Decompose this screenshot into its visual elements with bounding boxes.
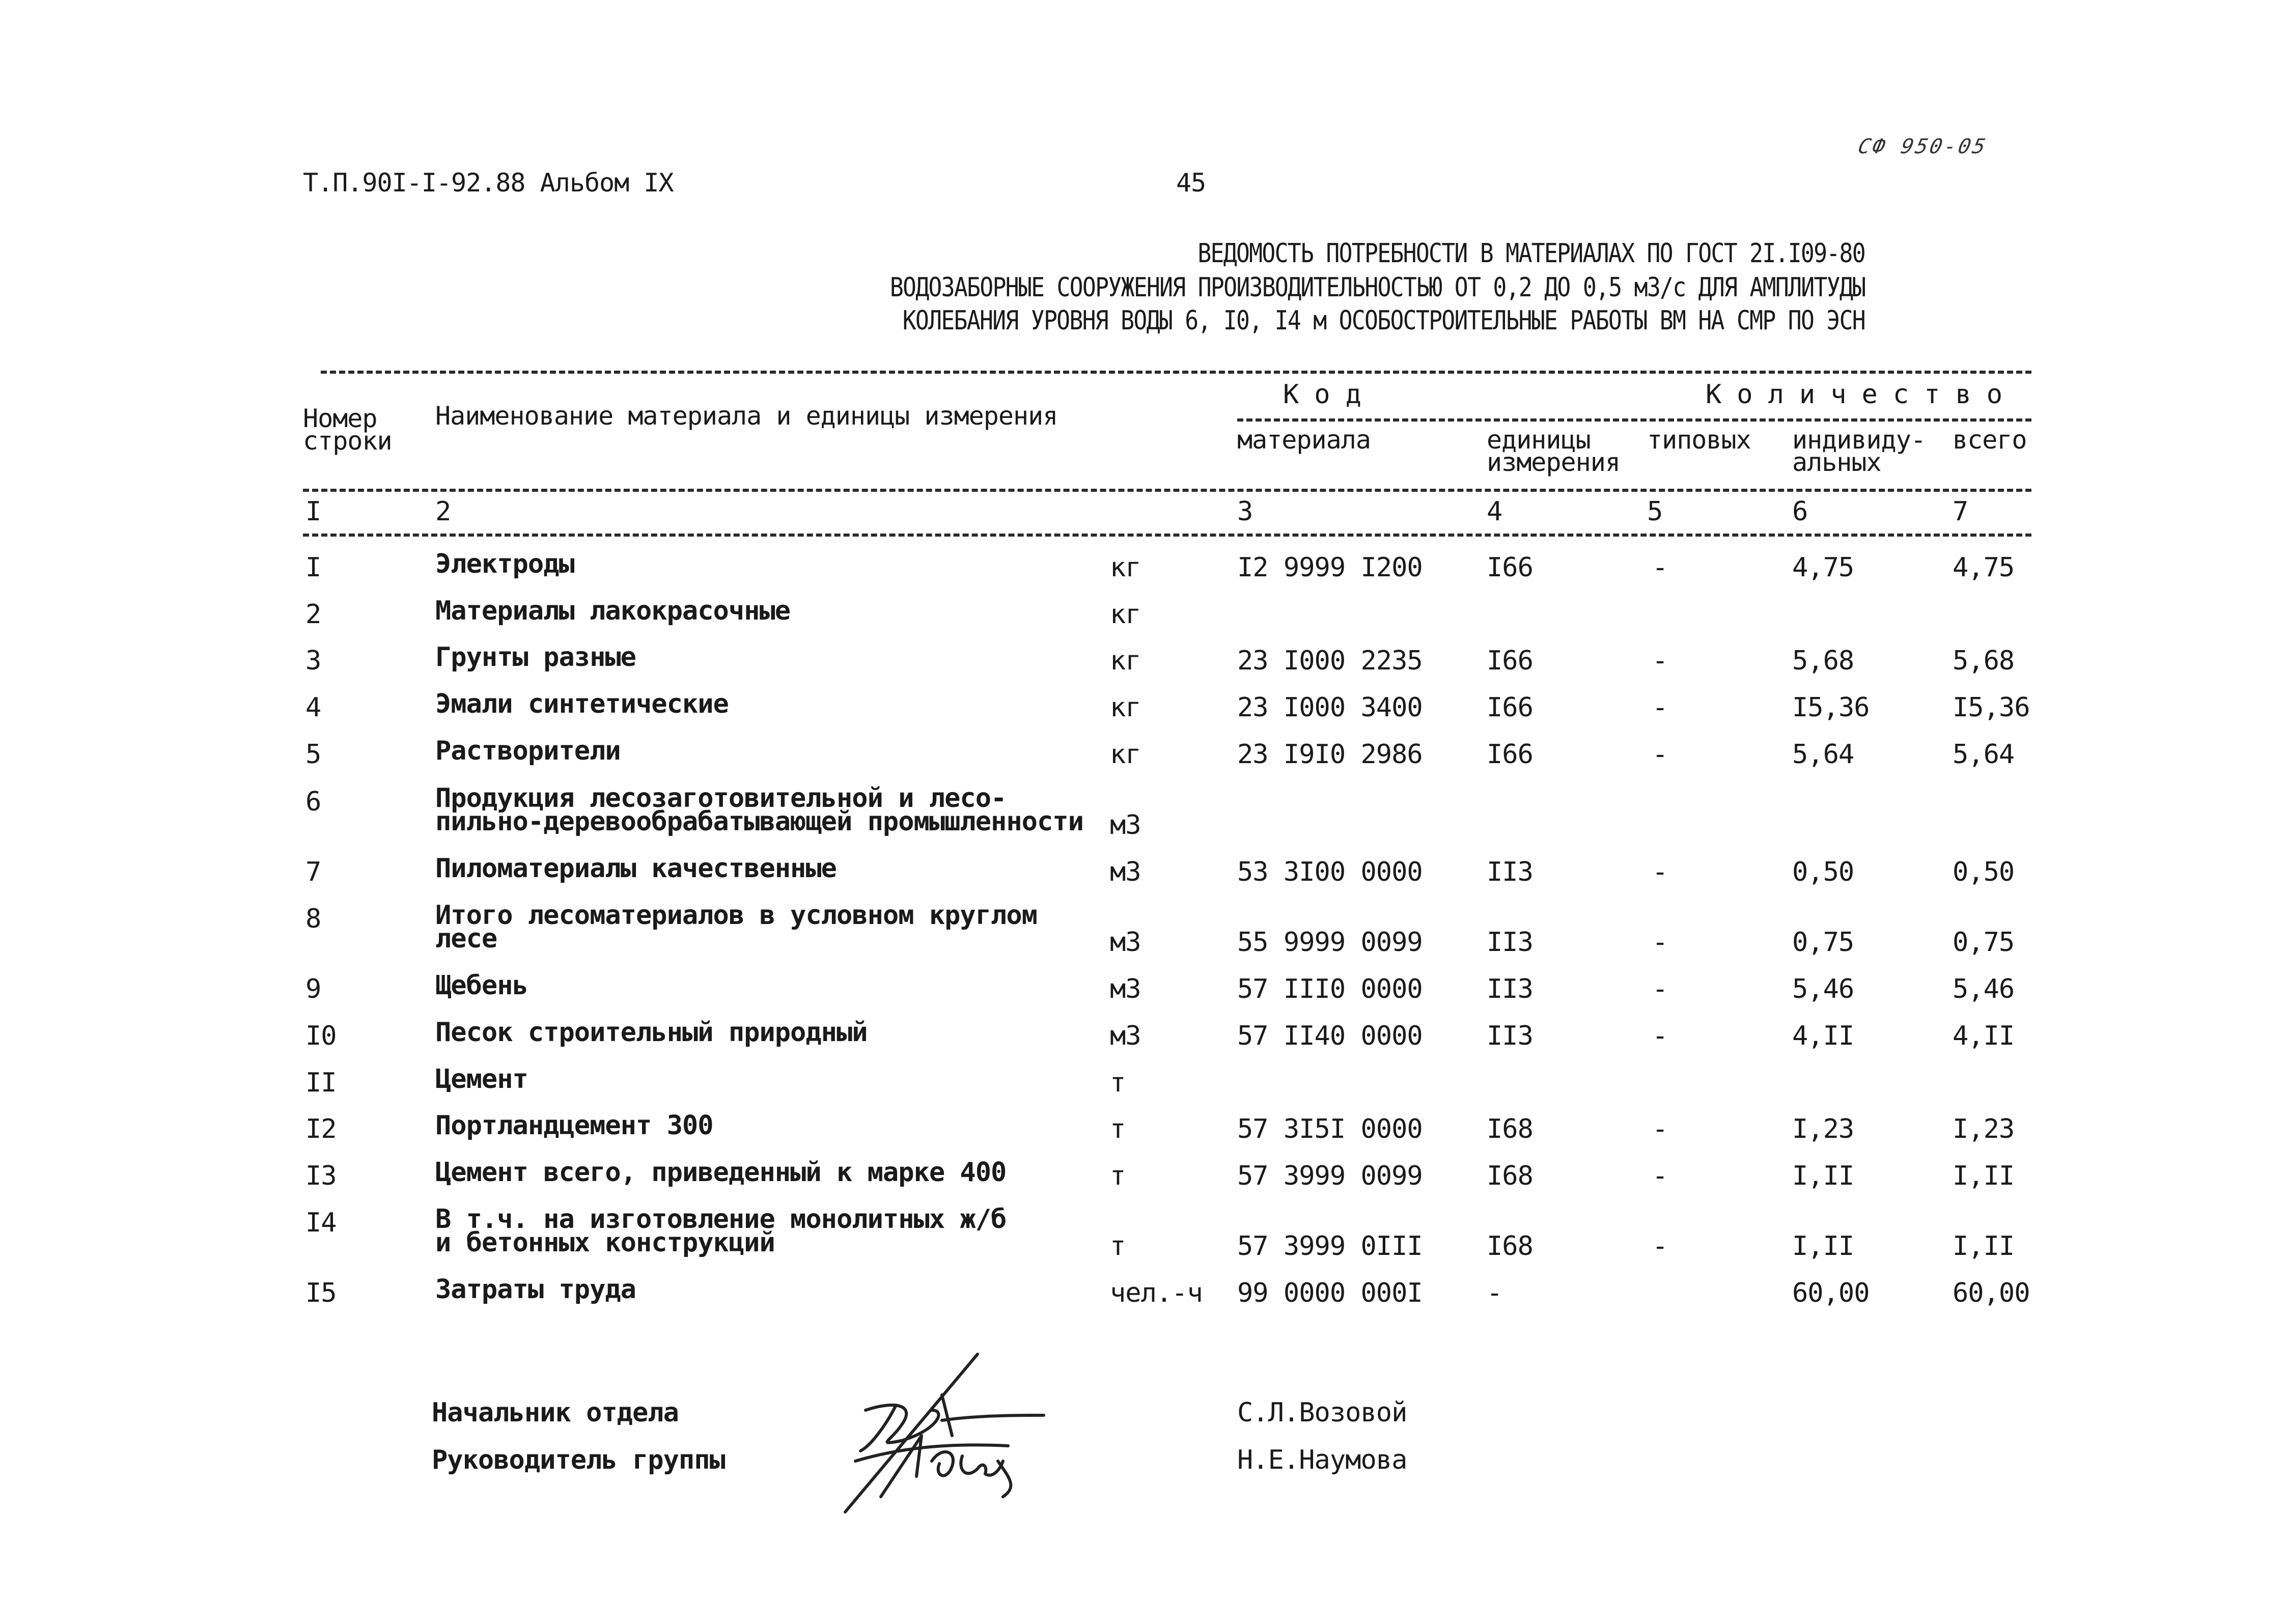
quantity-individual: I5,36 bbox=[1792, 692, 1870, 723]
unit-code: I66 bbox=[1487, 646, 1533, 676]
header-qty-individual: индивиду- альных bbox=[1792, 425, 1926, 477]
unit-code: I66 bbox=[1487, 692, 1533, 723]
header-material-name: Наименование материала и единицы измерения bbox=[435, 401, 1058, 431]
unit-code: I68 bbox=[1487, 1161, 1533, 1191]
material-name: Щебень bbox=[435, 970, 528, 1001]
material-name: Эмали синтетические bbox=[435, 689, 729, 719]
quantity-individual: I,II bbox=[1792, 1231, 1854, 1262]
quantity-typical: - bbox=[1652, 857, 1668, 887]
quantity-total: I,II bbox=[1953, 1161, 2015, 1191]
header-row-number: Номер строки bbox=[303, 404, 392, 456]
material-code: 23 I9I0 2986 bbox=[1237, 739, 1423, 770]
quantity-typical: - bbox=[1652, 646, 1668, 676]
quantity-individual: 4,75 bbox=[1792, 552, 1854, 583]
title-line-3: КОЛЕБАНИЯ УРОВНЯ ВОДЫ 6, I0, I4 м ОСОБОСТРОИТЕЛЬНЫЕ РАБОТЫ ВМ НА СМР ПО ЭСН bbox=[902, 305, 1865, 336]
signature-role-1: Начальник отдела bbox=[432, 1397, 679, 1428]
unit-of-measure: чел.-ч bbox=[1110, 1278, 1203, 1308]
header-qty-total: всего bbox=[1953, 425, 2027, 455]
quantity-total: 60,00 bbox=[1953, 1278, 2030, 1308]
row-number: 6 bbox=[305, 787, 321, 817]
material-code: 57 III0 0000 bbox=[1237, 974, 1423, 1004]
title-line-1: ВЕДОМОСТЬ ПОТРЕБНОСТИ В МАТЕРИАЛАХ ПО ГОСТ 2I.I09-80 bbox=[1197, 238, 1865, 269]
quantity-typical: - bbox=[1652, 739, 1668, 770]
column-number-2: 2 bbox=[435, 496, 451, 527]
quantity-total: 5,68 bbox=[1953, 646, 2015, 676]
title-line-2: ВОДОЗАБОРНЫЕ СООРУЖЕНИЯ ПРОИЗВОДИТЕЛЬНОСТЬЮ ОТ 0,2 ДО 0,5 м3/с ДЛЯ АМПЛИТУДЫ bbox=[889, 272, 1865, 303]
unit-of-measure: м3 bbox=[1110, 857, 1141, 887]
divider-header-bottom bbox=[303, 489, 2031, 492]
quantity-total: 0,50 bbox=[1953, 857, 2015, 887]
quantity-total: 4,II bbox=[1953, 1021, 2015, 1051]
row-number: 7 bbox=[305, 857, 321, 887]
signature-role-2: Руководитель группы bbox=[432, 1445, 725, 1475]
unit-code: II3 bbox=[1487, 857, 1533, 887]
header-code-group: Код bbox=[1283, 379, 1377, 410]
row-number: 5 bbox=[305, 739, 321, 770]
row-number: II bbox=[305, 1068, 337, 1098]
quantity-individual: 5,64 bbox=[1792, 739, 1854, 770]
document-reference: Т.П.90I-I-92.88 Альбом IX bbox=[303, 168, 674, 198]
unit-code: - bbox=[1487, 1278, 1502, 1308]
unit-of-measure: т bbox=[1110, 1114, 1126, 1144]
quantity-total: 4,75 bbox=[1953, 552, 2015, 583]
material-code: 53 3I00 0000 bbox=[1237, 857, 1423, 887]
material-name: Портландцемент 300 bbox=[435, 1110, 713, 1141]
material-name: Песок строительный природный bbox=[435, 1017, 868, 1048]
row-number: 3 bbox=[305, 646, 321, 676]
material-code: 57 3999 0099 bbox=[1237, 1161, 1423, 1191]
column-number-6: 6 bbox=[1792, 496, 1808, 527]
quantity-typical: - bbox=[1652, 927, 1668, 958]
quantity-individual: 60,00 bbox=[1792, 1278, 1870, 1308]
row-number: 9 bbox=[305, 974, 321, 1004]
handwritten-signature bbox=[825, 1344, 1171, 1517]
quantity-typical: - bbox=[1652, 1021, 1668, 1051]
unit-code: I68 bbox=[1487, 1114, 1533, 1144]
divider-top bbox=[321, 371, 2031, 374]
row-number: I2 bbox=[305, 1114, 337, 1144]
column-number-5: 5 bbox=[1647, 496, 1663, 527]
header-code-material: материала bbox=[1237, 425, 1371, 455]
material-code: I2 9999 I200 bbox=[1237, 552, 1423, 583]
unit-of-measure: кг bbox=[1110, 599, 1141, 630]
archive-stamp: СФ 950-05 bbox=[1856, 135, 1990, 158]
unit-code: I66 bbox=[1487, 552, 1533, 583]
material-name: Материалы лакокрасочные bbox=[435, 596, 791, 626]
quantity-individual: 4,II bbox=[1792, 1021, 1854, 1051]
row-number: I bbox=[305, 552, 321, 583]
quantity-total: 0,75 bbox=[1953, 927, 2015, 958]
row-number: I0 bbox=[305, 1021, 337, 1051]
quantity-individual: 0,75 bbox=[1792, 927, 1854, 958]
material-name: Продукция лесозаготовительной и лесо- пильно-деревообрабатывающей промышленности bbox=[435, 783, 1083, 837]
row-number: 4 bbox=[305, 692, 321, 723]
quantity-total: I5,36 bbox=[1953, 692, 2030, 723]
material-name: Цемент bbox=[435, 1064, 528, 1095]
column-number-1: I bbox=[305, 496, 321, 527]
unit-code: II3 bbox=[1487, 974, 1533, 1004]
material-code: 57 3999 0III bbox=[1237, 1231, 1423, 1262]
material-code: 99 0000 000I bbox=[1237, 1278, 1423, 1308]
unit-of-measure: кг bbox=[1110, 692, 1141, 723]
row-number: I3 bbox=[305, 1161, 337, 1191]
divider-column-numbers bbox=[303, 534, 2031, 537]
unit-of-measure: т bbox=[1110, 1068, 1126, 1098]
quantity-typical: - bbox=[1652, 552, 1668, 583]
unit-of-measure: т bbox=[1110, 1161, 1126, 1191]
unit-code: II3 bbox=[1487, 1021, 1533, 1051]
quantity-individual: I,23 bbox=[1792, 1114, 1854, 1144]
header-code-unit: единицы измерения bbox=[1487, 425, 1620, 477]
quantity-typical: - bbox=[1652, 1114, 1668, 1144]
material-name: Электроды bbox=[435, 549, 574, 579]
unit-code: I66 bbox=[1487, 739, 1533, 770]
signature-name-1: С.Л.Возовой bbox=[1237, 1397, 1407, 1428]
unit-of-measure: кг bbox=[1110, 552, 1141, 583]
unit-of-measure: кг bbox=[1110, 646, 1141, 676]
row-number: 2 bbox=[305, 599, 321, 630]
material-code: 57 3I5I 0000 bbox=[1237, 1114, 1423, 1144]
unit-code: II3 bbox=[1487, 927, 1533, 958]
material-name: Грунты разные bbox=[435, 642, 636, 673]
material-code: 57 II40 0000 bbox=[1237, 1021, 1423, 1051]
unit-of-measure: м3 bbox=[1110, 1021, 1141, 1051]
unit-of-measure: м3 bbox=[1110, 810, 1141, 841]
quantity-total: 5,46 bbox=[1953, 974, 2015, 1004]
quantity-total: 5,64 bbox=[1953, 739, 2015, 770]
material-name: Итого лесоматериалов в условном круглом лесе bbox=[435, 900, 1037, 954]
quantity-total: I,23 bbox=[1953, 1114, 2015, 1144]
quantity-individual: 5,46 bbox=[1792, 974, 1854, 1004]
row-number: I4 bbox=[305, 1208, 337, 1238]
material-name: Цемент всего, приведенный к марке 400 bbox=[435, 1157, 1007, 1188]
unit-of-measure: м3 bbox=[1110, 927, 1141, 958]
quantity-individual: 5,68 bbox=[1792, 646, 1854, 676]
header-qty-typical: типовых bbox=[1647, 425, 1751, 455]
page-number: 45 bbox=[1176, 168, 1206, 198]
quantity-individual: I,II bbox=[1792, 1161, 1854, 1191]
unit-of-measure: т bbox=[1110, 1231, 1126, 1262]
divider-code-group bbox=[1237, 418, 2031, 422]
material-code: 55 9999 0099 bbox=[1237, 927, 1423, 958]
material-name: В т.ч. на изготовление монолитных ж/б и бетонных конструкций bbox=[435, 1204, 1007, 1258]
material-name: Растворители bbox=[435, 736, 621, 766]
header-quantity-group: Количество bbox=[1706, 379, 2018, 410]
signature-name-2: Н.Е.Наумова bbox=[1237, 1445, 1407, 1475]
quantity-typical: - bbox=[1652, 692, 1668, 723]
quantity-total: I,II bbox=[1953, 1231, 2015, 1262]
column-number-3: 3 bbox=[1237, 496, 1253, 527]
column-number-7: 7 bbox=[1953, 496, 1968, 527]
unit-code: I68 bbox=[1487, 1231, 1533, 1262]
unit-of-measure: кг bbox=[1110, 739, 1141, 770]
material-name: Затраты труда bbox=[435, 1274, 636, 1305]
material-code: 23 I000 2235 bbox=[1237, 646, 1423, 676]
unit-of-measure: м3 bbox=[1110, 974, 1141, 1004]
quantity-individual: 0,50 bbox=[1792, 857, 1854, 887]
row-number: 8 bbox=[305, 904, 321, 934]
column-number-4: 4 bbox=[1487, 496, 1502, 527]
quantity-typical: - bbox=[1652, 1161, 1668, 1191]
material-code: 23 I000 3400 bbox=[1237, 692, 1423, 723]
quantity-typical: - bbox=[1652, 974, 1668, 1004]
quantity-typical: - bbox=[1652, 1231, 1668, 1262]
material-name: Пиломатериалы качественные bbox=[435, 853, 837, 884]
row-number: I5 bbox=[305, 1278, 337, 1308]
